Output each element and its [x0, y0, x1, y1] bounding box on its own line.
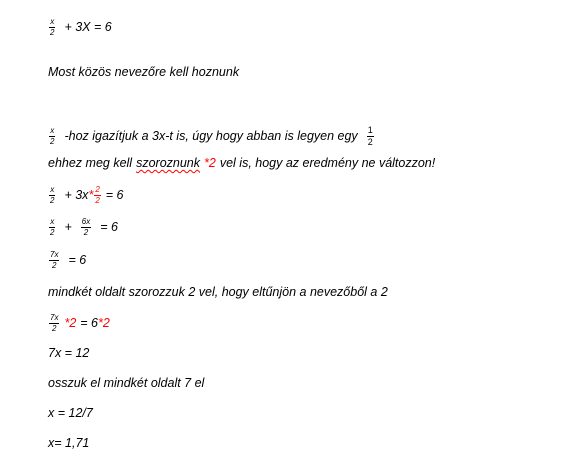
fraction-7x-over-2 — [49, 314, 59, 333]
fraction-numerator: 1 — [367, 125, 373, 135]
fraction-denominator: 2 — [50, 137, 55, 146]
fraction-denominator: 2 — [50, 28, 55, 37]
text-line-divide — [48, 377, 204, 390]
fraction-7x-over-2 — [49, 251, 59, 270]
fraction-denominator: 2 — [367, 137, 373, 147]
red-multiplier: *2 — [64, 316, 77, 331]
equation-text: + 3x — [64, 188, 89, 203]
equation-line-1 — [48, 18, 112, 37]
text-line-multiply-both — [48, 286, 388, 299]
fraction-numerator: x — [50, 217, 55, 226]
fraction-denominator: 2 — [50, 196, 55, 205]
equation-text: + 3X = 6 — [64, 20, 112, 35]
fraction-denominator: 2 — [50, 228, 55, 237]
equation-text: 7x = 12 — [48, 346, 90, 360]
equation-line-result — [48, 437, 89, 450]
fraction-numerator: x — [50, 17, 55, 26]
red-multiplier: *2 — [98, 316, 110, 331]
paragraph-text: vel is, hogy az eredmény ne változzon! — [219, 156, 436, 170]
equation-line-3 — [48, 218, 118, 237]
equation-text: x = 12/7 — [48, 406, 93, 420]
equation-text: = 6 — [100, 220, 118, 235]
red-multiplier: * — [88, 188, 94, 203]
misspelled-word[interactable]: szoroznunk — [136, 156, 201, 170]
fraction-numerator: x — [50, 126, 55, 135]
fraction-6x-over-2 — [81, 218, 91, 237]
text-line-adjust — [48, 126, 375, 147]
fraction-numerator: x — [50, 185, 55, 194]
equation-text: = 6 — [80, 316, 99, 331]
equation-line-5 — [48, 314, 110, 333]
fraction-numerator: 7x — [50, 250, 59, 259]
paragraph-text: mindkét oldalt szorozzuk 2 vel, hogy eltűnjön a nevezőből a 2 — [48, 285, 388, 299]
equation-text: = 6 — [105, 188, 124, 203]
paragraph-text: osszuk el mindkét oldalt 7 el — [48, 376, 205, 390]
paragraph-text: ehhez meg kell — [48, 156, 133, 170]
fraction-x-over-2 — [49, 218, 55, 237]
text-line-common-denominator — [48, 66, 239, 79]
fraction-numerator: 2 — [95, 185, 100, 194]
equation-line-4 — [48, 251, 86, 270]
equation-line-2 — [48, 186, 124, 205]
fraction-x-over-2 — [49, 18, 55, 37]
fraction-denominator: 2 — [83, 228, 89, 237]
fraction-numerator: 6x — [81, 217, 91, 226]
paragraph-text: Most közös nevezőre kell hoznunk — [48, 65, 240, 79]
fraction-one-half — [367, 126, 374, 147]
fraction-denominator: 2 — [95, 196, 100, 205]
fraction-x-over-2 — [49, 186, 55, 205]
text-line-multiply — [48, 157, 435, 170]
fraction-x-over-2 — [49, 127, 55, 146]
fraction-denominator: 2 — [52, 261, 57, 270]
equation-text: + — [64, 220, 72, 235]
paragraph-text: -hoz igazítjuk a 3x-t is, úgy hogy abban is legyen egy — [64, 129, 358, 144]
fraction-denominator: 2 — [52, 324, 57, 333]
fraction-numerator: 7x — [50, 313, 59, 322]
red-multiplier: *2 — [204, 156, 216, 170]
fraction-two-over-two — [94, 186, 100, 205]
equation-line-6 — [48, 347, 89, 360]
equation-line-7 — [48, 407, 93, 420]
equation-text: = 6 — [68, 253, 87, 268]
equation-text: x= 1,71 — [48, 436, 90, 450]
